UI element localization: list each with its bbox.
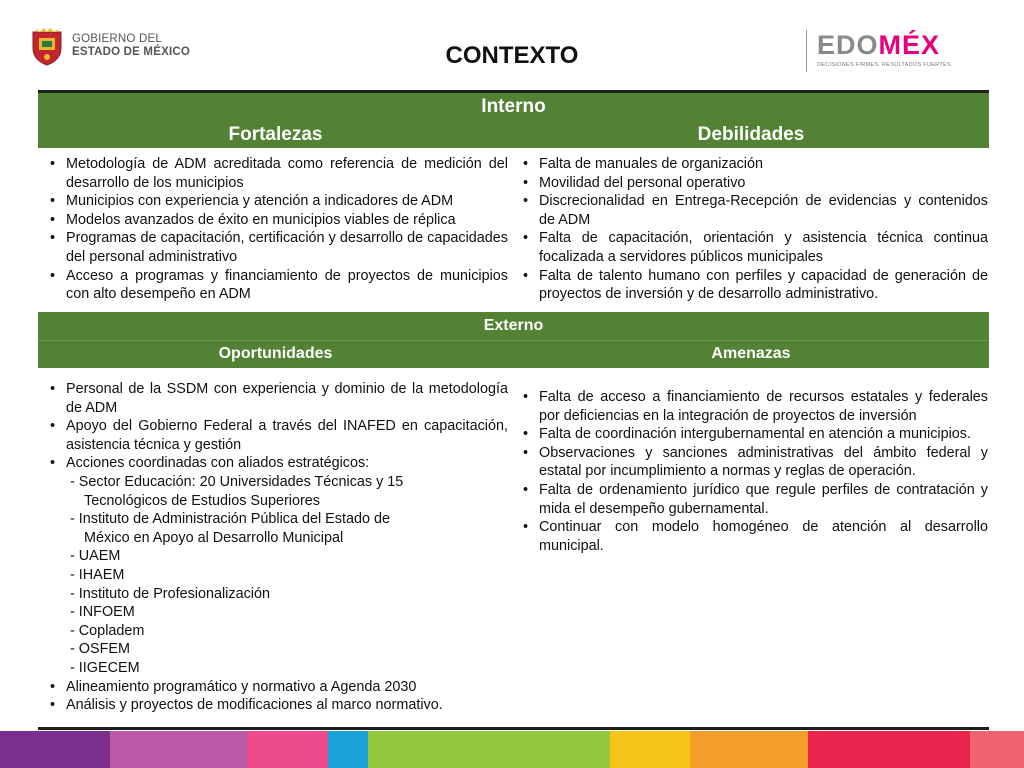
- fortalezas-heading: Fortalezas: [228, 124, 323, 145]
- color-segment: [610, 731, 690, 768]
- debilidades-cell: [517, 155, 988, 304]
- list-item: • Movilidad del personal operativo: [517, 174, 988, 193]
- sub-item: - Sector Educación: 20 Universidades Técnicas y 15: [70, 473, 404, 490]
- list-item: • Metodología de ADM acreditada como referencia de medición del desarrollo de los municipios: [44, 155, 508, 192]
- list-item: • Acciones coordinadas con aliados estratégicos:: [44, 454, 508, 473]
- page-title: CONTEXTO: [445, 42, 579, 69]
- list-item: • Falta de talento humano con perfiles y capacidad de generación de proyectos de inversión y de desarrollo administrativo.: [517, 267, 988, 304]
- list-item: • Falta de capacitación, orientación y asistencia técnica continua focalizada a servidores públicos municipales: [517, 229, 988, 266]
- interno-header: [38, 93, 989, 148]
- color-segment: [0, 731, 110, 768]
- sub-item: - Instituto de Profesionalización: [70, 585, 270, 602]
- externo-header: [38, 312, 989, 368]
- sub-item-continuation: Tecnológicos de Estudios Superiores: [84, 492, 320, 509]
- gov-line-2: ESTADO DE MÉXICO: [72, 46, 190, 58]
- sub-item: - Instituto de Administración Pública del Estado de: [70, 511, 390, 528]
- amenazas-heading: Amenazas: [711, 345, 791, 362]
- oportunidades-cell: [44, 380, 508, 715]
- list-item: • Municipios con experiencia y atención a indicadores de ADM: [44, 192, 508, 211]
- edomex-wordmark: [817, 30, 996, 60]
- list-item: • Falta de ordenamiento jurídico que regule perfiles de contratación y mida el desempeño gubernamental.: [517, 481, 988, 518]
- list-item: • Apoyo del Gobierno Federal a través del INAFED en capacitación, asistencia técnica y gestión: [44, 417, 508, 454]
- header-divider: [38, 340, 989, 341]
- amenazas-cell: [517, 388, 988, 555]
- color-segment: [247, 731, 328, 768]
- sub-item: - Copladem: [70, 622, 145, 639]
- list-item: • Modelos avanzados de éxito en municipios viables de réplica: [44, 211, 508, 230]
- color-segment: [488, 731, 610, 768]
- oportunidades-heading: Oportunidades: [218, 345, 333, 362]
- sub-item: - INFOEM: [70, 604, 135, 621]
- list-item: • Alineamiento programático y normativo a Agenda 2030: [44, 678, 508, 697]
- color-segment: [808, 731, 970, 768]
- edomex-word-a: EDO: [817, 30, 879, 60]
- color-segment: [328, 731, 368, 768]
- interno-title: Interno: [481, 96, 546, 117]
- list-item: • Personal de la SSDM con experiencia y dominio de la metodología de ADM: [44, 380, 508, 417]
- brand-color-bar: [0, 731, 1024, 768]
- sub-item: - UAEM: [70, 548, 121, 565]
- edomex-word-b: MÉX: [878, 30, 941, 60]
- color-segment: [368, 731, 488, 768]
- list-item: • Falta de manuales de organización: [517, 155, 988, 174]
- list-item: • Análisis y proyectos de modificaciones al marco normativo.: [44, 696, 508, 715]
- debilidades-heading: Debilidades: [697, 124, 805, 145]
- externo-title: Externo: [483, 317, 544, 334]
- edomex-logo: [806, 30, 996, 72]
- list-item: • Discrecionalidad en Entrega-Recepción de evidencias y contenidos de ADM: [517, 192, 988, 229]
- sub-item-continuation: México en Apoyo al Desarrollo Municipal: [84, 529, 344, 546]
- edomex-tagline: DECISIONES FIRMES, RESULTADOS FUERTES.: [817, 62, 953, 68]
- list-item: • Falta de acceso a financiamiento de recursos estatales y federales por deficiencias en la integración de proyectos de inversión: [517, 388, 988, 425]
- fortalezas-cell: [44, 155, 508, 304]
- list-item: • Falta de coordinación intergubernamental en atención a municipios.: [517, 425, 988, 444]
- list-item: • Programas de capacitación, certificación y desarrollo de capacidades del personal administrativo: [44, 229, 508, 266]
- gov-line-1: GOBIERNO DEL: [72, 33, 162, 45]
- list-item: • Continuar con modelo homogéneo de atención al desarrollo municipal.: [517, 518, 988, 555]
- list-item: • Observaciones y sanciones administrativas del ámbito federal y estatal por incumplimiento a normas y reglas de operación.: [517, 444, 988, 481]
- color-segment: [110, 731, 247, 768]
- color-segment: [970, 731, 1024, 768]
- sub-item: - IHAEM: [70, 566, 125, 583]
- sub-item: - OSFEM: [70, 641, 130, 658]
- color-segment: [690, 731, 808, 768]
- table-bottom-rule: [38, 727, 989, 730]
- list-item: • Acceso a programas y financiamiento de proyectos de municipios con alto desempeño en ADM: [44, 267, 508, 304]
- sub-item: - IIGECEM: [70, 659, 140, 676]
